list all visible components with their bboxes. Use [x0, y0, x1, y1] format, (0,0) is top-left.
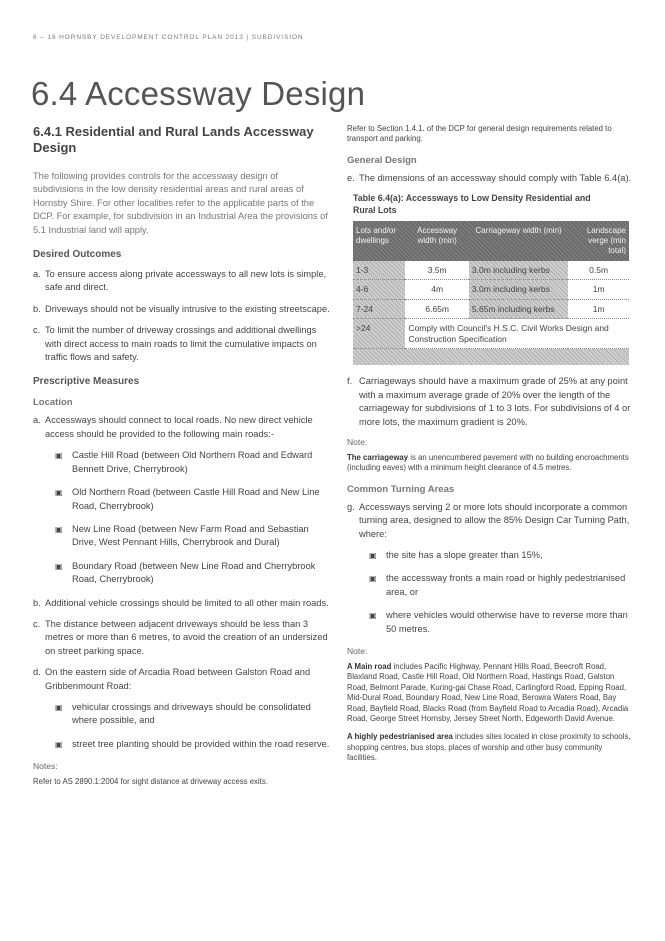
table-caption: Table 6.4(a): Accessways to Low Density Residential and Rural Lots	[353, 193, 591, 216]
cell-carriageway: 3.0m including kerbs	[469, 261, 568, 280]
intro-paragraph: The following provides controls for the accessway design of subdivisions in the low density residential areas and rural areas of Hornsby Shire. For other localities refer to the applicable parts of the DCP. For example, for subdivision in an Industrial Area the provisions of 5.1 Industrial land will apply.	[33, 171, 328, 235]
refer-paragraph: Refer to Section 1.4.1. of the DCP for general design requirements related to transport and parking.	[347, 124, 612, 144]
header-accessway-width: Accessway width (min)	[417, 225, 458, 245]
item-marker: a.	[33, 415, 41, 426]
cell-carriageway: 3.0m including kerbs	[469, 280, 568, 300]
road-bullet	[55, 560, 331, 587]
prescriptive-measures-heading: Prescriptive Measures	[33, 376, 140, 388]
turning-bullet	[369, 609, 633, 636]
item-text: Driveways should not be visually intrusive to the existing streetscape.	[45, 303, 330, 314]
cell-lots: 7-24	[353, 299, 405, 319]
note-text: is an unencumbered pavement with no building encroachments (including eaves) with a minimum height clearance of 4.5 metres.	[347, 452, 629, 473]
item-marker: c.	[33, 618, 41, 629]
item-marker: b.	[33, 597, 41, 608]
notes-text: Refer to AS 2890.1:2004 for sight distance at driveway access exits.	[33, 777, 268, 787]
arcadia-bullet	[55, 738, 331, 751]
accessway-table	[353, 221, 629, 366]
cell-verge: 1m	[568, 280, 629, 300]
note-term: The carriageway	[347, 452, 409, 462]
measure-item	[347, 172, 633, 185]
square-bullet-icon: ▣	[55, 488, 63, 498]
item-marker: c.	[33, 325, 41, 336]
general-design-heading: General Design	[347, 154, 417, 166]
bullet-text: where vehicles would otherwise have to reverse more than 50 metres.	[386, 610, 628, 634]
table-row	[353, 299, 629, 319]
road-bullet	[55, 523, 331, 550]
item-marker: g.	[347, 501, 355, 512]
item-text: To limit the number of driveway crossings and additional dwellings with direct access to main roads to limit the cumulative impacts on traffic flows and safety.	[45, 325, 317, 363]
cell-accessway: 3.5m	[405, 261, 468, 280]
bullet-text: vehicular crossings and driveways should be consolidated where possible, and	[72, 701, 311, 726]
left-column	[33, 124, 331, 796]
measure-item	[33, 414, 331, 441]
measure-item	[347, 375, 633, 429]
road-bullet	[55, 449, 331, 476]
right-column	[347, 124, 633, 772]
turning-bullet	[369, 572, 633, 599]
turning-bullet	[369, 549, 633, 562]
road-bullet	[55, 486, 331, 513]
location-heading: Location	[33, 397, 73, 409]
desired-outcomes-heading: Desired Outcomes	[33, 249, 122, 261]
cell-spec: Comply with Council's H.S.C. Civil Works Design and Construction Specification	[405, 319, 629, 349]
item-text: Accessways serving 2 or more lots should incorporate a common turning area, designed to allow the 85% Design Car Turning Path, where:	[359, 501, 630, 539]
cell-verge: 0.5m	[568, 261, 629, 280]
table-footer-band	[353, 349, 629, 365]
bullet-text: New Line Road (between New Farm Road and Sebastian Drive, West Pennant Hills, Cherrybrook and Dural)	[72, 523, 309, 548]
arcadia-bullet	[55, 701, 331, 728]
note-text: includes Pacific Highway, Pennant Hills Road, Beecroft Road, Blaxland Road, Castle Hill Road, Old Northern Road, Hastings Road, Galston Road, Belmont Parade, Kuring-gai Chase Road, Carlingford Road, Epping Road, Mid-Dural Road, Boundary Road, New Line Road, Berowra Waters Road, Bay Road, Bayfield Road, Blacks Road (from Bayfield Road to Arcadia Road), Arcadia Road, George Street Hornsby, Jersey Street North, Edgeworth David Avenue.	[347, 662, 629, 724]
table-row	[353, 261, 629, 280]
header-carriageway-width: Carriageway width (min)	[475, 225, 562, 235]
cell-accessway: 6.65m	[405, 299, 468, 319]
square-bullet-icon: ▣	[55, 524, 63, 534]
square-bullet-icon: ▣	[55, 739, 63, 749]
bullet-text: the site has a slope greater than 15%,	[386, 549, 543, 560]
measure-item	[33, 597, 331, 610]
note-label: Note:	[347, 646, 368, 656]
cell-accessway: 4m	[405, 280, 468, 300]
bullet-text: Boundary Road (between New Line Road and Cherrybrook Road, Cherrybrook)	[72, 560, 316, 585]
table-header-row	[353, 221, 629, 261]
item-text: On the eastern side of Arcadia Road between Galston Road and Gribbenmount Road:	[45, 667, 311, 691]
outcome-item	[33, 303, 331, 316]
item-text: Accessways should connect to local roads. No new direct vehicle access should be provided to the following main roads:-	[45, 415, 313, 439]
item-marker: a.	[33, 269, 41, 280]
item-text: The distance between adjacent driveways should be less than 3 metres or more than 6 metres, to avoid the creation of an undersized on street parking space.	[45, 618, 328, 656]
turning-areas-heading: Common Turning Areas	[347, 483, 455, 495]
table-row	[353, 319, 629, 349]
running-header: 6 – 16 HORNSBY DEVELOPMENT CONTROL PLAN 2013 | SUBDIVISION	[33, 34, 304, 41]
measure-item	[347, 501, 633, 541]
square-bullet-icon: ▣	[55, 451, 63, 461]
main-road-note	[347, 662, 633, 724]
cell-lots: >24	[353, 319, 405, 349]
outcome-item	[33, 268, 331, 295]
bullet-text: the accessway fronts a main road or highly pedestrianised area, or	[386, 573, 626, 597]
carriageway-note	[347, 453, 633, 474]
outcome-item	[33, 324, 331, 364]
notes-label: Notes:	[33, 761, 58, 772]
note-text: includes sites located in close proximity to schools, shopping centres, bus stops, places of worship and other busy community facilities.	[347, 732, 631, 763]
square-bullet-icon: ▣	[369, 550, 377, 560]
note-label: Note:	[347, 436, 368, 447]
bullet-text: Old Northern Road (between Castle Hill Road and New Line Road, Cherrybrook)	[72, 487, 320, 511]
cell-carriageway: 5.65m including kerbs	[469, 299, 568, 319]
item-text: The dimensions of an accessway should comply with Table 6.4(a).	[359, 172, 632, 183]
bullet-text: street tree planting should be provided within the road reserve.	[72, 738, 330, 749]
bullet-text: Castle Hill Road (between Old Northern Road and Edward Bennett Drive, Cherrybrook)	[72, 450, 313, 474]
pedestrian-note	[347, 732, 633, 763]
item-marker: b.	[33, 303, 41, 314]
item-marker: f.	[347, 376, 353, 387]
cell-lots: 4-6	[353, 280, 405, 300]
header-landscape-verge: Landscape verge (min total)	[586, 225, 626, 255]
section-heading: 6.4.1 Residential and Rural Lands Accessway Design	[33, 124, 314, 155]
square-bullet-icon: ▣	[369, 574, 377, 584]
cell-lots: 1-3	[353, 261, 405, 280]
item-marker: e.	[347, 172, 355, 183]
item-marker: d.	[33, 667, 41, 678]
cell-verge: 1m	[568, 299, 629, 319]
note-term: A Main road	[347, 662, 392, 671]
measure-item	[33, 666, 331, 693]
header-lots: Lots and/or dwellings	[356, 225, 397, 245]
item-text: Additional vehicle crossings should be limited to all other main roads.	[45, 597, 329, 608]
note-term: A highly pedestrianised area	[347, 732, 453, 742]
square-bullet-icon: ▣	[55, 561, 63, 571]
table-row	[353, 280, 629, 300]
item-text: To ensure access along private accessways to all new lots is simple, safe and direct.	[45, 269, 327, 293]
item-text: Carriageways should have a maximum grade of 25% at any point with a maximum average grade of 20% over the length of the carriageway for subdivisions of 1 to 3 lots. For subdivisions of 4 or more lots, the maximum gradient is 20%.	[359, 376, 631, 427]
square-bullet-icon: ▣	[55, 702, 63, 712]
square-bullet-icon: ▣	[369, 611, 377, 621]
measure-item	[33, 618, 331, 658]
page-title: 6.4 Accessway Design	[31, 75, 366, 112]
